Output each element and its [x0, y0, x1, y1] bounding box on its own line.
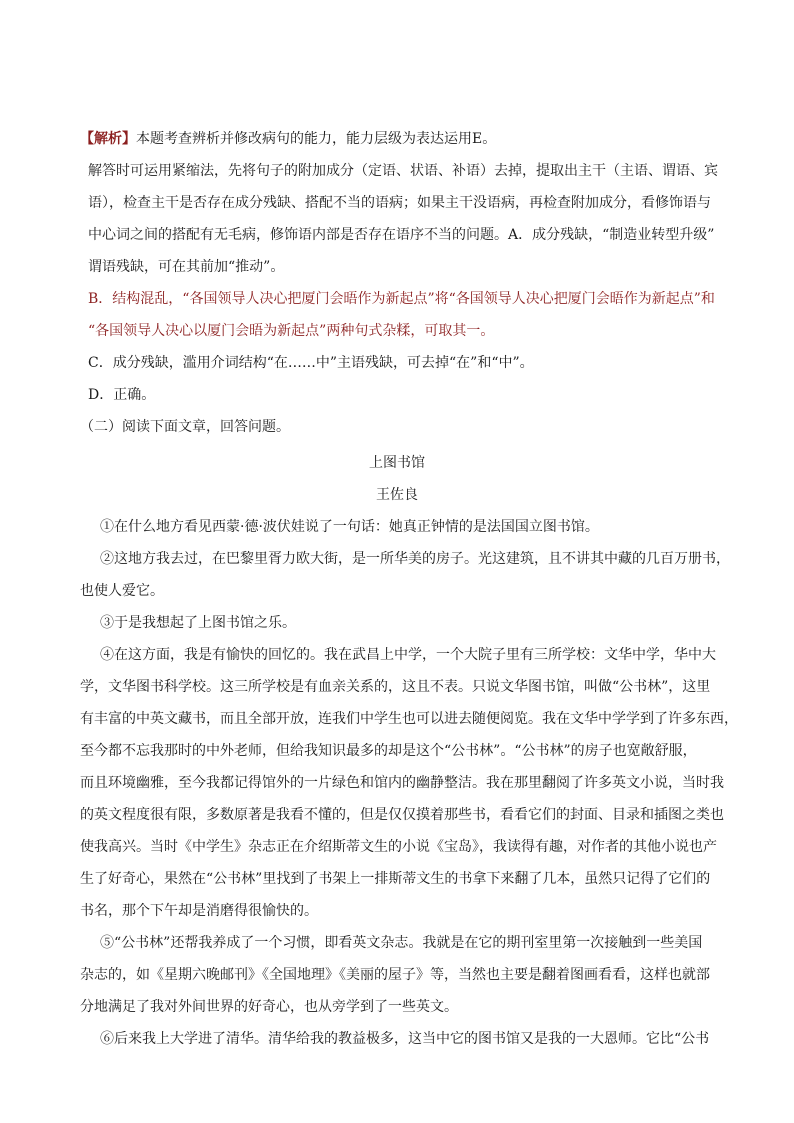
- article-line-10: 使我高兴。当时《中学生》杂志正在介绍斯蒂文生的小说《宝岛》，我读得有趣，对作者的其他小说也产: [80, 839, 717, 855]
- analysis-line-8: D．正确。: [88, 387, 156, 403]
- analysis-line-5: B．结构混乱，“各国领导人决心把厦门会晤作为新起点”将“各国领导人决心把厦门会晤作为新起点”和: [88, 291, 715, 307]
- analysis-line-3: 中心词之间的搭配有无毛病，修饰语内部是否存在语序不当的问题。A．成分残缺，“制造业转型升级”: [88, 227, 715, 243]
- analysis-line-7: C．成分残缺，滥用介词结构“在……中”主语残缺，可去掉“在”和“中”。: [88, 355, 534, 371]
- article-line-4: ④在这方面，我是有愉快的回忆的。我在武昌上中学，一个大院子里有三所学校：文华中学，华中大: [100, 647, 716, 663]
- article-line-6: 有丰富的中英文藏书，而且全部开放，连我们中学生也可以进去随便阅览。我在文华中学学到了许多东西，: [80, 711, 738, 727]
- section-heading: （二）阅读下面文章，回答问题。: [80, 419, 290, 435]
- analysis-line-2: 语），检查主干是否存在成分残缺、搭配不当的语病；如果主干没语病，再检查附加成分，看修饰语与: [88, 195, 711, 211]
- article-author: 王佐良: [376, 487, 418, 503]
- article-line-2: 也使人爱它。: [80, 583, 164, 599]
- article-line-15: 分地满足了我对外间世界的好奇心，也从旁学到了一些英文。: [80, 999, 458, 1015]
- article-line-7: 至今都不忘我那时的中外老师，但给我知识最多的却是这个“公书林”。“公书林”的房子也宽敞舒服，: [80, 743, 697, 759]
- article-line-14: 杂志的，如《星期六晚邮刊》《全国地理》《美丽的屋子》等，当然也主要是翻着图画看看，这样也就部: [80, 967, 710, 983]
- article-line-16: ⑥后来我上大学进了清华。清华给我的教益极多，这当中它的图书馆又是我的一大恩师。它比“公书: [100, 1031, 710, 1047]
- article-line-1: ②这地方我去过，在巴黎里胥力欧大街，是一所华美的房子。光这建筑，且不讲其中藏的几百万册书，: [100, 551, 730, 567]
- article-title: 上图书馆: [369, 455, 425, 471]
- analysis-first-line: [80, 130, 496, 148]
- analysis-line-1: 解答时可运用紧缩法，先将句子的附加成分（定语、状语、补语）去掉，提取出主干（主语、谓语、宾: [88, 163, 718, 179]
- article-line-3: ③于是我想起了上图书馆之乐。: [100, 615, 296, 631]
- article-line-12: 书名，那个下午却是消磨得很愉快的。: [80, 903, 318, 919]
- article-line-0: ①在什么地方看见西蒙·德·波伏娃说了一句话：她真正钟情的是法国国立图书馆。: [100, 519, 599, 535]
- article-line-11: 生了好奇心，果然在“公书林”里找到了书架上一排斯蒂文生的书拿下来翻了几本，虽然只记得了它们的: [80, 871, 711, 887]
- analysis-line-6: “各国领导人决心以厦门会晤为新起点”两种句式杂糅，可取其一。: [88, 323, 495, 339]
- analysis-tag: 【解析】: [80, 131, 136, 147]
- analysis-line-0: 本题考查辨析并修改病句的能力，能力层级为表达运用E。: [136, 131, 497, 147]
- analysis-line-4: 谓语残缺，可在其前加“推动”。: [88, 259, 285, 275]
- article-line-8: 而且环境幽雅，至今我都记得馆外的一片绿色和馆内的幽静整洁。我在那里翻阅了许多英文小说，当时我: [80, 775, 724, 791]
- article-line-13: ⑤“公书林”还帮我养成了一个习惯，即看英文杂志。我就是在它的期刊室里第一次接触到一些美国: [100, 935, 703, 951]
- article-line-5: 学，文华图书科学校。这三所学校是有血亲关系的，这且不表。只说文华图书馆，叫做“公书林”，这里: [80, 679, 711, 695]
- article-line-9: 的英文程度很有限，多数原著是我看不懂的，但是仅仅摸着那些书，看看它们的封面、目录和插图之类也: [80, 807, 724, 823]
